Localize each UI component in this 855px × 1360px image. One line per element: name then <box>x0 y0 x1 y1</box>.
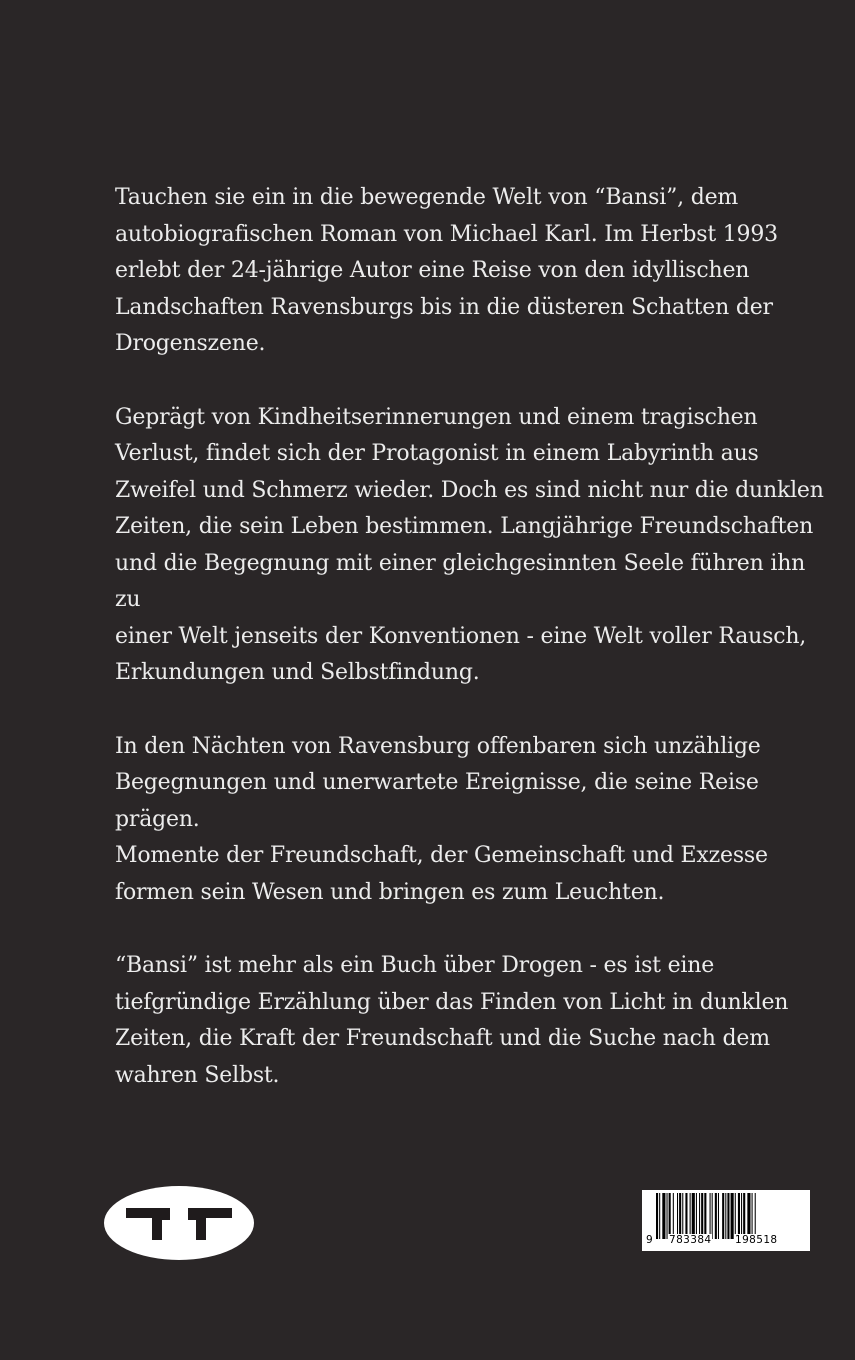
barcode-bar <box>701 1193 703 1239</box>
barcode-bar <box>710 1193 711 1239</box>
barcode-bar <box>677 1193 678 1239</box>
barcode-bar <box>656 1193 658 1239</box>
barcode-bar <box>682 1193 683 1239</box>
barcode-digits-left: 783384 <box>669 1234 712 1246</box>
barcode-bar <box>738 1193 740 1239</box>
barcode-bar <box>673 1193 674 1239</box>
barcode-bar <box>667 1193 668 1239</box>
publisher-logo-icon <box>104 1186 254 1260</box>
barcode-bar <box>715 1193 717 1239</box>
barcode-bar <box>685 1193 687 1239</box>
barcode-bar <box>731 1193 734 1239</box>
isbn-barcode <box>642 1190 810 1251</box>
barcode-bar <box>725 1193 726 1239</box>
barcode-bar <box>696 1193 697 1239</box>
barcode-bar <box>722 1193 724 1239</box>
blurb-paragraph-4: “Bansi” ist mehr als ein Buch über Drogen - es ist eine tiefgründige Erzählung über das Finden von Licht in dunklen Zeiten, die Kraft der Freundschaft und die Suche nach dem wahren Selbst. <box>115 953 789 1088</box>
barcode-bar <box>690 1193 691 1239</box>
barcode-bar <box>662 1193 665 1239</box>
barcode-bar <box>747 1193 750 1239</box>
barcode-bar <box>752 1193 753 1239</box>
barcode-bar <box>743 1193 745 1239</box>
barcode-digit-first: 9 <box>646 1234 654 1246</box>
barcode-bar <box>718 1193 719 1239</box>
blurb-paragraph-3: In den Nächten von Ravensburg offenbaren sich unzählige Begegnungen und unerwartete Ereignisse, die seine Reise prägen. Momente der Freundschaft, der Gemeinschaft und Exzesse formen sein Wesen und bringen es zum Leuchten. <box>115 733 768 905</box>
barcode-bar <box>735 1193 736 1239</box>
barcode-bar <box>755 1193 756 1239</box>
blurb-paragraph-1: Tauchen sie ein in die bewegende Welt von “Bansi”, dem autobiografischen Roman von Michael Karl. Im Herbst 1993 erlebt der 24-jährige Autor eine Reise von den idyllischen Landschaften Ravensburgs bis in die düsteren Schatten der Drogenszene. <box>115 185 778 356</box>
barcode-bar <box>704 1193 706 1239</box>
barcode-bar <box>727 1193 729 1239</box>
barcode-bar <box>699 1193 700 1239</box>
barcode-digits-right: 198518 <box>735 1234 778 1246</box>
barcode-bar <box>659 1193 660 1239</box>
barcode-bar <box>669 1193 671 1239</box>
barcode-bar <box>741 1193 742 1239</box>
blurb-paragraph-2: Geprägt von Kindheitserinnerungen und einem tragischen Verlust, findet sich der Protagonist in einem Labyrinth aus Zweifel und Schmerz wieder. Doch es sind nicht nur die dunklen Zeiten, die sein Leben bestimmen. Langjährige Freundschaften und die Begegnung mit einer gleichgesinnten Seele führen ihn zu einer Welt jenseits der Konventionen - eine Welt voller Rausch, Erkundungen und Selbstfindung. <box>115 404 824 685</box>
barcode-bar <box>679 1193 681 1239</box>
barcode-bar <box>692 1193 695 1239</box>
barcode-bar <box>712 1193 713 1239</box>
barcode-digits <box>642 1234 810 1250</box>
back-cover-blurb <box>115 180 835 1131</box>
